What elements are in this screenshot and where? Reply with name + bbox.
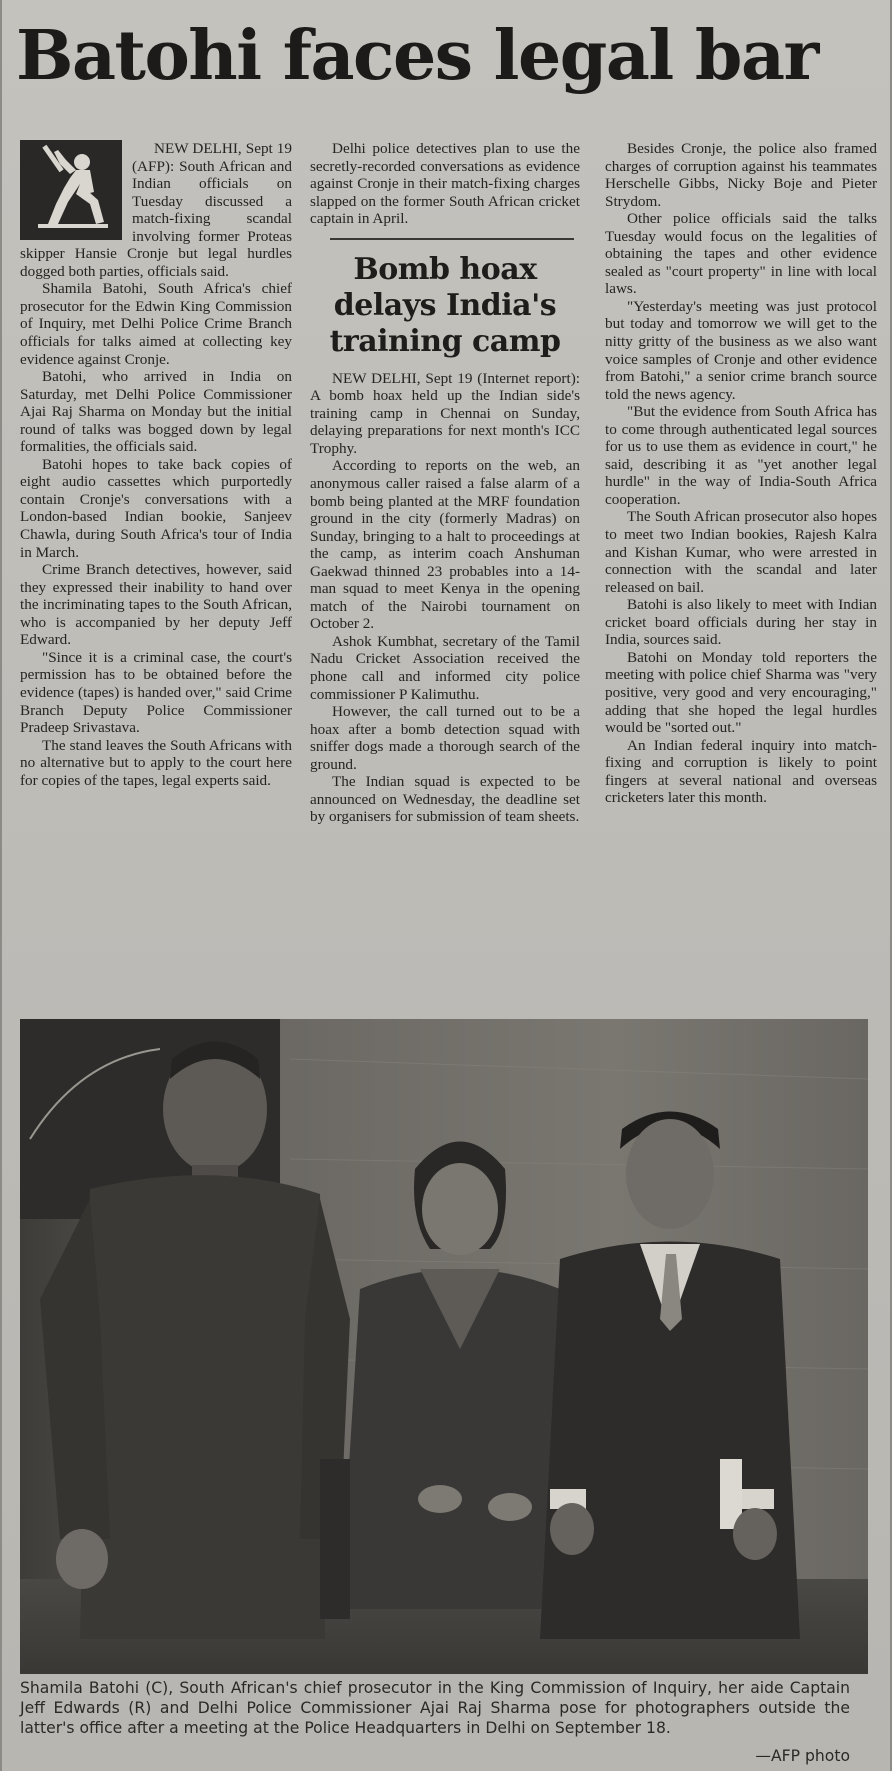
article-paragraph: The stand leaves the South Africans with no alternative but to apply to the court here for copies of the tapes, legal experts said. [20, 736, 292, 789]
article-paragraph: The South African prosecutor also hopes to meet two Indian bookies, Rajesh Kalra and Kishan Kumar, who were arrested in connection with the scandal and later released on bail. [605, 508, 877, 596]
secondary-paragraph: According to reports on the web, an anonymous caller raised a false alarm of a bomb being planted at the MRF foundation ground in the city (formerly Madras) on Sunday, bringing to a halt to proceedings at the camp, as interim coach Anshuman Gaekwad thinned 23 probables into a 14-man squad to meet Kenya in the opening match of the Nairobi tournament on October 2. [310, 457, 580, 633]
article-paragraph: Besides Cronje, the police also framed charges of corruption against his teammates Herschelle Gibbs, Nicky Boje and Pieter Strydom. [605, 140, 877, 210]
secondary-paragraph: Ashok Kumbhat, secretary of the Tamil Nadu Cricket Association received the phone call and informed city police commissioner P Kalimuthu. [310, 632, 580, 703]
article-paragraph: Delhi police detectives plan to use the secretly-recorded conversations as evidence against Cronje in their match-fixing charges slapped on the former South African cricket captain in April. [310, 140, 580, 228]
article-paragraph: "Since it is a criminal case, the court's permission has to be obtained before the evidence (tapes) is handed over," said Crime Branch Deputy Police Commissioner Pradeep Srivastava. [20, 648, 292, 737]
article-paragraph: Crime Branch detectives, however, said they expressed their inability to hand over the incriminating tapes to the South African, who is accompanied by her deputy Jeff Edward. [20, 561, 292, 649]
article-paragraph: Batohi on Monday told reporters the meeting with police chief Sharma was "very positive, very good and very encouraging," adding that she hoped the legal hurdles would be "sorted out." [605, 648, 877, 737]
article-paragraph: Batohi is also likely to meet with Indian cricket board officials during her stay in India, sources said. [605, 596, 877, 649]
photo-credit: —AFP photo [755, 1747, 850, 1765]
article-paragraph: Batohi, who arrived in India on Saturday, met Delhi Police Commissioner Ajai Raj Sharma on Monday but the initial round of talks was bogged down by legal formalities, the officials said. [20, 368, 292, 456]
article-paragraph: "But the evidence from South Africa has to come through authenticated legal sources for us to use them as evidence in court," he said, describing it as "yet another legal hurdle" in the way of India-South Africa cooperation. [605, 403, 877, 508]
article-paragraph: NEW DELHI, Sept 19 (AFP): South African and Indian officials on Tuesday discussed a match-fixing scandal involving former Proteas skipper Hansie Cronje but legal hurdles dogged both parties, officials said. [20, 140, 292, 280]
article-column-3 [605, 140, 877, 1010]
photo-caption: Shamila Batohi (C), South African's chief prosecutor in the King Commission of Inquiry, her aide Captain Jeff Edwards (R) and Delhi Police Commissioner Ajai Raj Sharma pose for photographers outside the latter's office after a meeting at the Police Headquarters in Delhi on September 18. [20, 1679, 850, 1737]
secondary-headline: Bomb hoax delays India's training camp [329, 251, 561, 359]
headline: Batohi faces legal bar [16, 16, 818, 96]
article-paragraph: Batohi hopes to take back copies of eight audio cassettes which purportedly contain Cronje's conversations with a London-based Indian bookie, Sanjeev Chawla, during South Africa's tour of India in March. [20, 455, 292, 561]
secondary-paragraph: However, the call turned out to be a hoax after a bomb detection squad with sniffer dogs made a thorough search of the ground. [310, 703, 580, 773]
article-paragraph: An Indian federal inquiry into match-fixing and corruption is likely to point fingers at several national and overseas cricketers later this month. [605, 736, 877, 807]
secondary-paragraph: The Indian squad is expected to be announced on Wednesday, the deadline set by organisers for submission of team sheets. [310, 773, 580, 826]
column-divider-rule [330, 238, 574, 240]
news-photo [20, 1019, 868, 1674]
article-column-1 [20, 140, 292, 1010]
secondary-paragraph: NEW DELHI, Sept 19 (Internet report): A bomb hoax held up the Indian side's training camp in Chennai on Sunday, delaying preparations for next month's ICC Trophy. [310, 369, 580, 457]
article-column-2 [310, 140, 580, 1010]
cricket-batsman-icon [20, 140, 122, 240]
article-paragraph: Other police officials said the talks Tuesday would focus on the legalities of obtaining the tapes and other evidence sealed as "court property" in line with local laws. [605, 210, 877, 298]
article-paragraph: "Yesterday's meeting was just protocol but today and tomorrow we will get to the nitty gritty of the business as we also want voice samples of Cronje and other evidence from Batohi," a senior crime branch source told the news agency. [605, 297, 877, 403]
article-paragraph: Shamila Batohi, South Africa's chief prosecutor for the Edwin King Commission of Inquiry, met Delhi Police Crime Branch officials for talks aimed at collecting key evidence against Cronje. [20, 280, 292, 368]
